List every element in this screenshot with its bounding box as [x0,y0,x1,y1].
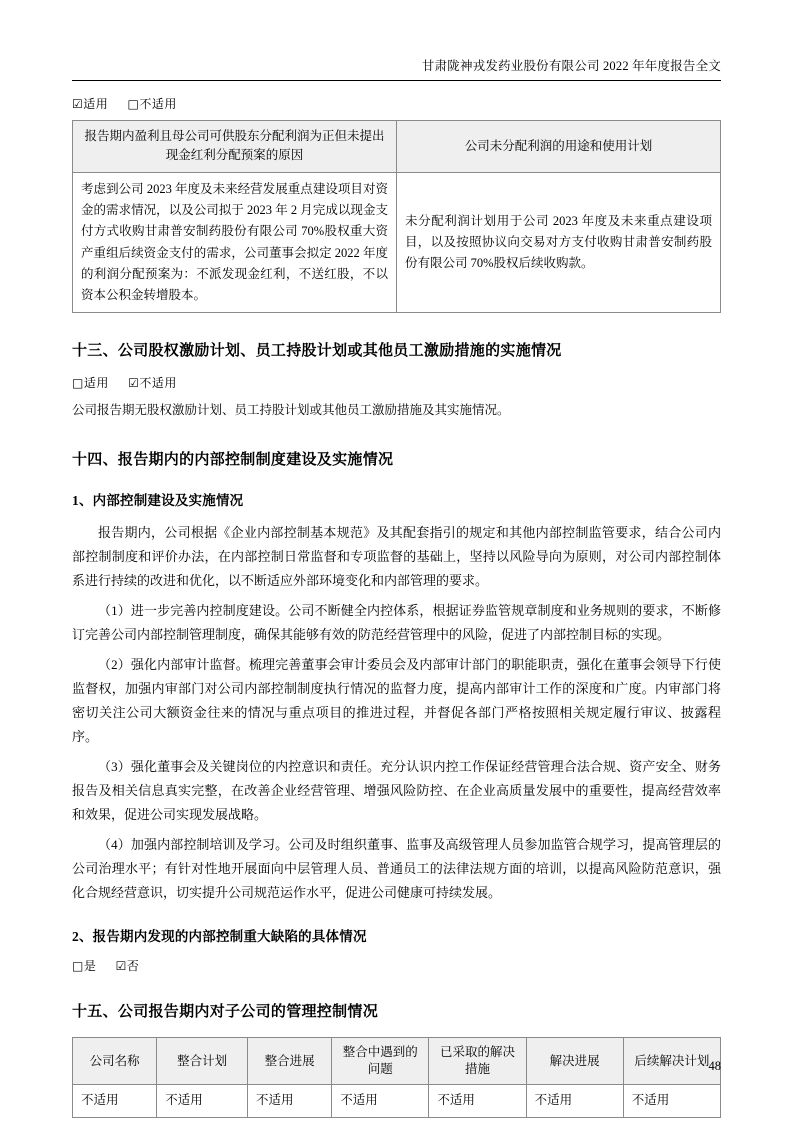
checkbox-yes[interactable]: □是 [72,959,97,974]
header-title: 甘肃陇神戎发药业股份有限公司 2022 年年度报告全文 [421,59,721,73]
checkbox-applicable[interactable]: ☑适用 [72,97,109,111]
column-header-resolution-progress: 解决进展 [526,1038,623,1085]
section-title-13: 十三、公司股权激励计划、员工持股计划或其他员工激励措施的实施情况 [72,343,562,360]
header-divider [72,80,721,81]
applicability-checkline-top [72,95,721,112]
cell-integration-plan: 不适用 [157,1085,248,1117]
page-header [72,56,721,80]
profit-distribution-table [72,120,721,313]
paragraph-14-1-2: （2）强化内部审计监督。梳理完善董事会审计委员会及内部审计部门的职能职责，强化在董事会领导下行使监督权，加强内审部门对公司内部控制制度执行情况的监督力度，提高内部审计工作的深度和广度。内审部门将密切关注公司大额资金往来的情况与重点项目的推进过程，并督促各部门严格按照相关规定履行审议、披露程序。 [72,656,721,745]
cell-problems: 不适用 [332,1085,429,1117]
cell-followup-plan: 不适用 [623,1085,720,1117]
paragraph-14-1-0: 报告期内，公司根据《企业内部控制基本规范》及其配套指引的规定和其他内部控制监管要求，结合公司内部控制制度和评价办法，在内部控制日常监督和专项监督的基础上，坚持以风险导向为原则，对公司内部控制体系进行持续的改进和优化，以不断适应外部环境变化和内部管理的要求。 [72,524,721,588]
cell-reason: 考虑到公司 2023 年度及未来经营发展重点建设项目对资金的需求情况，以及公司拟于 2023 年 2 月完成以现金支付方式收购甘肃普安制药股份有限公司 70%股权重大资产重组后续资金支付的需求，公司董事会拟定 2022 年度的利润分配预案为：不派发现金红利，不送红股，不以资本公积金转增股本。 [73,172,397,313]
table-row [73,1085,721,1117]
subsection-title-14-2: 2、报告期内发现的内部控制重大缺陷的具体情况 [72,929,367,945]
column-header-company-name: 公司名称 [73,1038,157,1085]
table-row [73,172,721,313]
paragraph-14-1-3: （3）强化董事会及关键岗位的内控意识和责任。充分认识内控工作保证经营管理合法合规、资产安全、财务报告及相关信息真实完整，在改善企业经营管理、增强风险防控、在企业高质量发展中的重要性，提高经营效率和效果，促进公司实现发展战略。 [72,759,721,823]
checkbox-not-applicable-13[interactable]: ☑不适用 [128,376,177,391]
cell-company-name: 不适用 [73,1085,157,1117]
cell-integration-progress: 不适用 [247,1085,331,1117]
applicability-checkline-13 [72,374,721,391]
column-header-integration-progress: 整合进展 [247,1038,331,1085]
section-title-15: 十五、公司报告期内对子公司的管理控制情况 [72,1004,379,1021]
paragraph-14-1-1: （1）进一步完善内控制度建设。公司不断健全内控体系，根据证券监管规章制度和业务规则的要求，不断修订完善公司内部控制管理制度，确保其能够有效的防范经营管理中的风险，促进了内部控制目标的实现。 [72,602,721,642]
subsection-title-14-1: 1、内部控制建设及实施情况 [72,492,244,508]
yesno-checkline-14-2 [72,957,721,974]
column-header-problems: 整合中遇到的问题 [332,1038,429,1085]
cell-usage: 未分配利润计划用于公司 2023 年度及未来重点建设项目，以及按照协议向交易对方支付收购甘肃普安制药股份有限公司 70%股权后续收购款。 [397,172,721,313]
table-header-row [73,1038,721,1085]
checkbox-no[interactable]: ☑否 [115,959,140,974]
checkbox-applicable-13[interactable]: □适用 [72,376,109,391]
paragraph-14-1-4: （4）加强内部控制培训及学习。公司及时组织董事、监事及高级管理人员参加监管合规学习，提高管理层的公司治理水平；有针对性地开展面向中层管理人员、普通员工的法律法规方面的培训，以提高风险防范意识，强化合规经营意识，切实提升公司规范运作水平，促进公司健康可持续发展。 [72,837,721,901]
column-header-usage: 公司未分配利润的用途和使用计划 [397,121,721,173]
column-header-integration-plan: 整合计划 [157,1038,248,1085]
section-title-14: 十四、报告期内的内部控制制度建设及实施情况 [72,451,394,468]
checkbox-not-applicable[interactable]: □不适用 [127,97,177,111]
column-header-followup-plan: 后续解决计划 [623,1038,720,1085]
section-13-text: 公司报告期无股权激励计划、员工持股计划或其他员工激励措施及其实施情况。 [72,403,510,418]
cell-measures: 不适用 [429,1085,526,1117]
table-header-row [73,121,721,173]
column-header-measures: 已采取的解决措施 [429,1038,526,1085]
column-header-reason: 报告期内盈利且母公司可供股东分配利润为正但未提出现金红利分配预案的原因 [73,121,397,173]
page-number: 48 [708,1059,721,1073]
subsidiary-control-table [72,1037,721,1117]
cell-resolution-progress: 不适用 [526,1085,623,1117]
